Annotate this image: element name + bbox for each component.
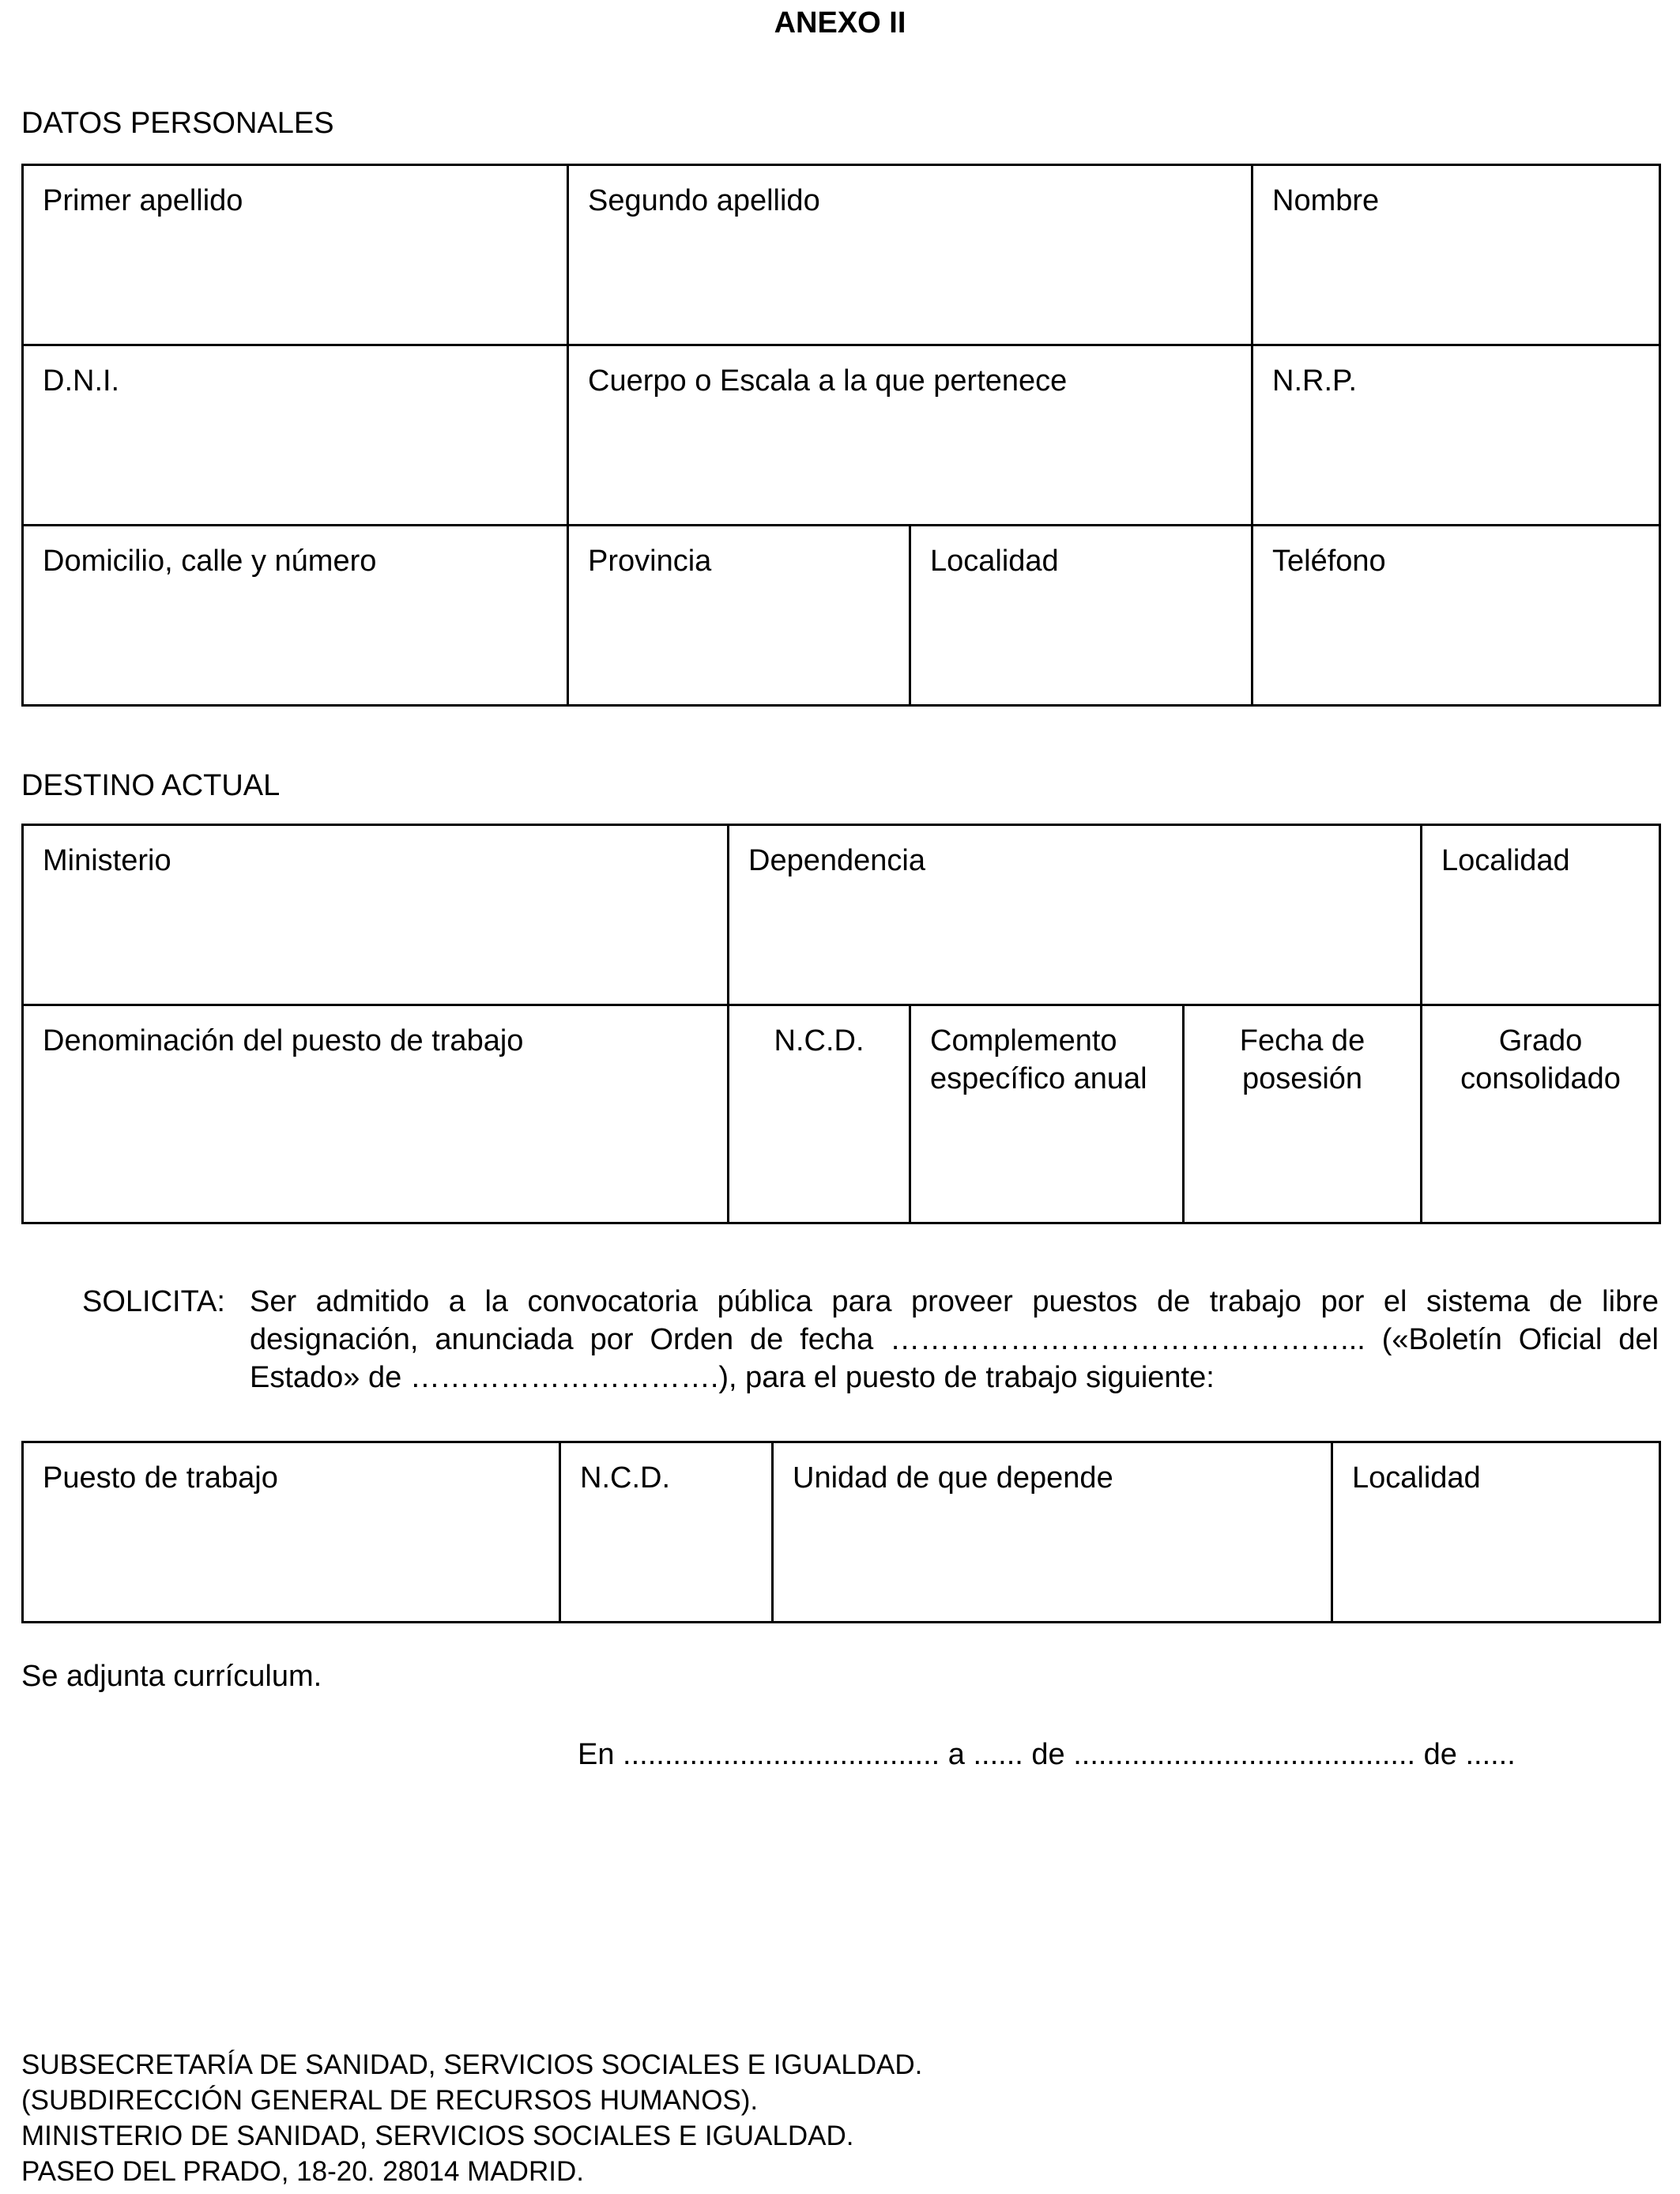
section-heading-destino-actual: DESTINO ACTUAL xyxy=(21,769,281,802)
field-complemento-especifico[interactable]: Complemento específico anual xyxy=(910,1005,1184,1223)
field-puesto-ncd[interactable]: N.C.D. xyxy=(560,1442,773,1623)
field-puesto-localidad[interactable]: Localidad xyxy=(1332,1442,1660,1623)
field-dependencia[interactable]: Dependencia xyxy=(729,825,1422,1005)
field-nombre[interactable]: Nombre xyxy=(1252,165,1660,345)
adjunta-curriculum-text: Se adjunta currículum. xyxy=(21,1660,322,1693)
field-puesto-trabajo[interactable]: Puesto de trabajo xyxy=(23,1442,560,1623)
field-ncd[interactable]: N.C.D. xyxy=(729,1005,910,1223)
field-destino-localidad[interactable]: Localidad xyxy=(1422,825,1660,1005)
section-heading-datos-personales: DATOS PERSONALES xyxy=(21,107,334,140)
solicita-text: Ser admitido a la convocatoria pública para proveer puestos de trabajo por el sistema de libre designación, anunciada por Orden de fecha ………………………………………... («Boletín Oficial del Estado» de ………………………….), para el puesto de trabajo siguiente: xyxy=(250,1285,1659,1394)
footer-address xyxy=(21,2047,922,2189)
field-segundo-apellido[interactable]: Segundo apellido xyxy=(568,165,1252,345)
destino-actual-table xyxy=(21,824,1661,1224)
solicita-paragraph xyxy=(82,1283,1659,1397)
footer-line: PASEO DEL PRADO, 18-20. 28014 MADRID. xyxy=(21,2156,584,2187)
datos-personales-table xyxy=(21,164,1661,707)
field-denominacion-puesto[interactable]: Denominación del puesto de trabajo xyxy=(23,1005,729,1223)
date-place-line[interactable]: En ...................................... a ...... de ......................................... de ...... xyxy=(578,1738,1516,1771)
field-primer-apellido[interactable]: Primer apellido xyxy=(23,165,568,345)
field-ministerio[interactable]: Ministerio xyxy=(23,825,729,1005)
footer-line: SUBSECRETARÍA DE SANIDAD, SERVICIOS SOCIALES E IGUALDAD. xyxy=(21,2049,923,2080)
field-unidad-depende[interactable]: Unidad de que depende xyxy=(773,1442,1332,1623)
footer-line: MINISTERIO DE SANIDAD, SERVICIOS SOCIALES E IGUALDAD. xyxy=(21,2120,854,2151)
field-fecha-posesion[interactable]: Fecha de posesión xyxy=(1184,1005,1422,1223)
field-cuerpo-escala[interactable]: Cuerpo o Escala a la que pertenece xyxy=(568,345,1252,526)
footer-line: (SUBDIRECCIÓN GENERAL DE RECURSOS HUMANOS). xyxy=(21,2085,759,2116)
field-nrp[interactable]: N.R.P. xyxy=(1252,345,1660,526)
field-localidad[interactable]: Localidad xyxy=(910,526,1252,706)
field-provincia[interactable]: Provincia xyxy=(568,526,910,706)
field-domicilio[interactable]: Domicilio, calle y número xyxy=(23,526,568,706)
field-grado-consolidado[interactable]: Grado consolidado xyxy=(1422,1005,1660,1223)
field-telefono[interactable]: Teléfono xyxy=(1252,526,1660,706)
puesto-solicitado-table xyxy=(21,1441,1661,1623)
field-dni[interactable]: D.N.I. xyxy=(23,345,568,526)
page-title: ANEXO II xyxy=(774,6,906,40)
solicita-label: SOLICITA: xyxy=(82,1285,225,1318)
